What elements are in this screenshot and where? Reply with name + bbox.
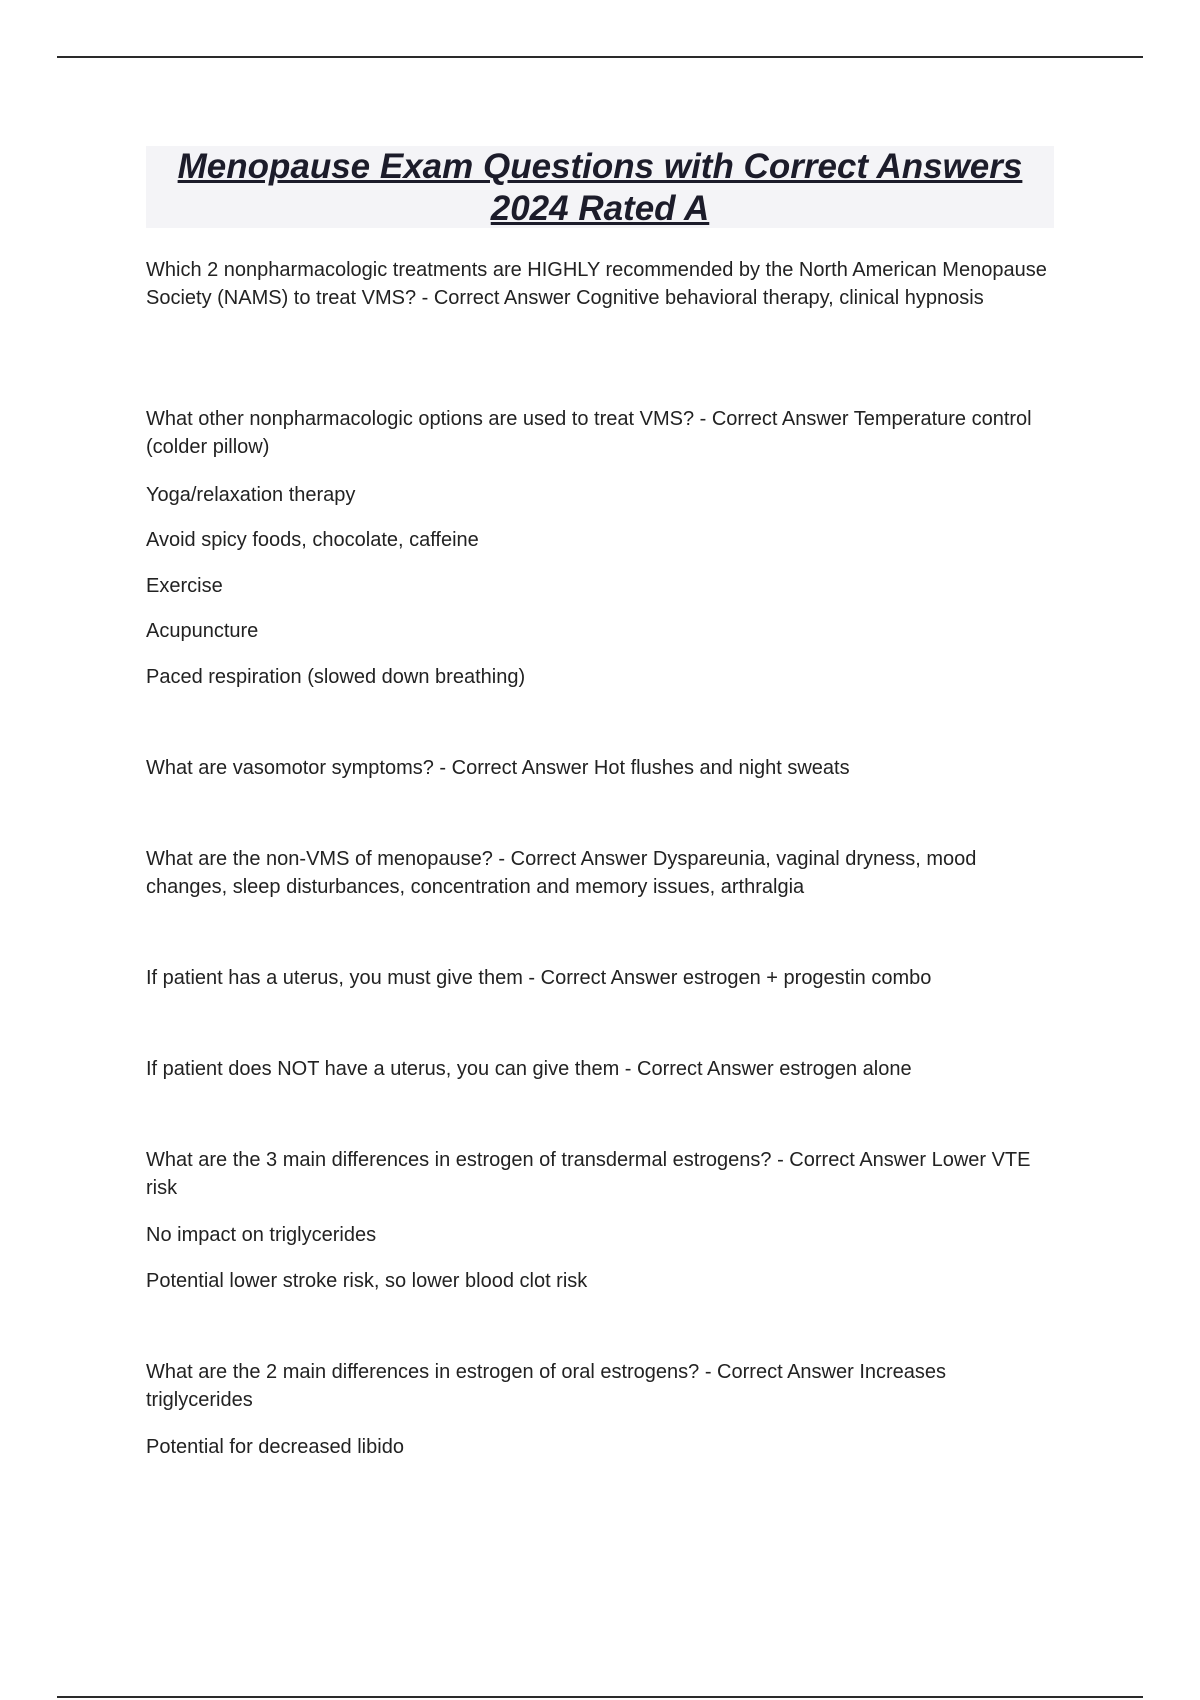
- question-paragraph: What are vasomotor symptoms? - Correct Answer Hot flushes and night sweats: [146, 757, 850, 779]
- question-paragraph: What other nonpharmacologic options are used to treat VMS? - Correct Answer Temperature control (colder pillow): [146, 408, 1032, 458]
- answer-line: Paced respiration (slowed down breathing): [146, 666, 526, 688]
- answer-line: No impact on triglycerides: [146, 1224, 377, 1246]
- answer-line: Exercise: [146, 575, 223, 597]
- question-paragraph: What are the non-VMS of menopause? - Correct Answer Dyspareunia, vaginal dryness, mood changes, sleep disturbances, concentration and memory issues, arthralgia: [146, 848, 977, 898]
- question-paragraph: If patient does NOT have a uterus, you can give them - Correct Answer estrogen alone: [146, 1058, 912, 1080]
- document-title: [146, 146, 1054, 228]
- answer-line: Acupuncture: [146, 620, 259, 642]
- top-rule: [57, 56, 1143, 58]
- question-paragraph: Which 2 nonpharmacologic treatments are HIGHLY recommended by the North American Menopause Society (NAMS) to treat VMS? - Correct Answer Cognitive behavioral therapy, clinical hypnosis: [146, 259, 1047, 309]
- question-paragraph: What are the 3 main differences in estrogen of transdermal estrogens? - Correct Answer Lower VTE risk: [146, 1149, 1031, 1199]
- answer-line: Avoid spicy foods, chocolate, caffeine: [146, 529, 479, 551]
- title-line-1: Menopause Exam Questions with Correct Answers: [177, 147, 1023, 186]
- answer-line: Yoga/relaxation therapy: [146, 484, 356, 506]
- question-paragraph: If patient has a uterus, you must give them - Correct Answer estrogen + progestin combo: [146, 967, 932, 989]
- answer-line: Potential for decreased libido: [146, 1436, 404, 1458]
- question-paragraph: What are the 2 main differences in estrogen of oral estrogens? - Correct Answer Increases triglycerides: [146, 1361, 947, 1411]
- title-line-2: 2024 Rated A: [490, 189, 710, 228]
- answer-line: Potential lower stroke risk, so lower blood clot risk: [146, 1270, 588, 1292]
- bottom-rule: [57, 1696, 1143, 1698]
